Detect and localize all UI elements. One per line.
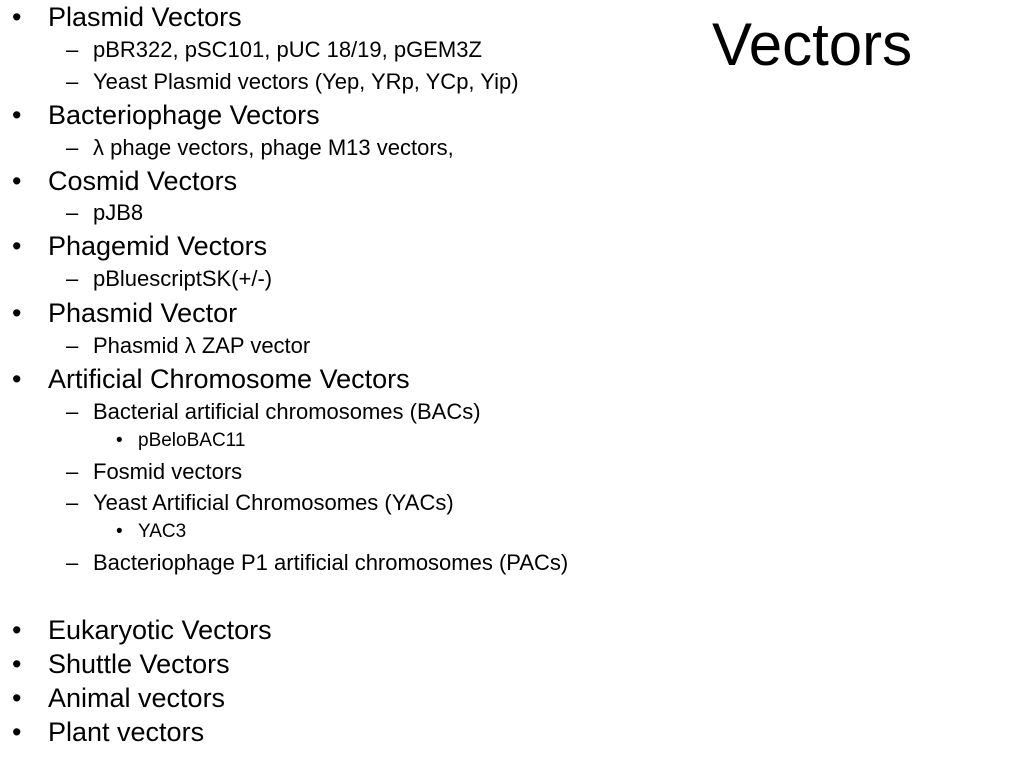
- bullet-text: Animal vectors: [48, 683, 226, 713]
- bullet-marker: •: [12, 649, 22, 679]
- bullet-item: [12, 165, 238, 197]
- sub-bullet-text: Bacterial artificial chromosomes (BACs): [93, 399, 481, 424]
- sub-bullet-item: [66, 200, 144, 226]
- dash-marker: –: [66, 333, 79, 358]
- sub-bullet-text: Yeast Artificial Chromosomes (YACs): [93, 490, 454, 515]
- bullet-item: [12, 230, 268, 262]
- bullet-text: Bacteriophage Vectors: [48, 100, 320, 130]
- sub-bullet-text: Fosmid vectors: [93, 459, 243, 484]
- sub-bullet-item: [66, 399, 481, 425]
- bullet-text: Eukaryotic Vectors: [48, 615, 272, 645]
- sub-bullet-item: [66, 69, 519, 95]
- bullet-marker: •: [12, 298, 22, 328]
- small-bullet-marker: •: [116, 521, 123, 542]
- sub-sub-bullet-item: [116, 521, 187, 543]
- bullet-text: Plasmid Vectors: [48, 2, 242, 32]
- sub-bullet-item: [66, 333, 311, 359]
- sub-sub-bullet-text: pBeloBAC11: [138, 430, 246, 451]
- dash-marker: –: [66, 37, 79, 62]
- bullet-item: [12, 99, 320, 131]
- bullet-item: [12, 648, 230, 680]
- sub-bullet-item: [66, 459, 243, 485]
- dash-marker: –: [66, 200, 79, 225]
- sub-sub-bullet-text: YAC3: [138, 521, 187, 542]
- bullet-item: [12, 614, 272, 646]
- bullet-text: Phagemid Vectors: [48, 231, 268, 261]
- bullet-marker: •: [12, 166, 22, 196]
- dash-marker: –: [66, 459, 79, 484]
- bullet-marker: •: [12, 683, 22, 713]
- bullet-text: Artificial Chromosome Vectors: [48, 364, 410, 394]
- bullet-item: [12, 716, 205, 748]
- dash-marker: –: [66, 135, 79, 160]
- sub-bullet-item: [66, 135, 454, 161]
- sub-bullet-text: pJB8: [93, 200, 144, 225]
- sub-bullet-item: [66, 490, 454, 516]
- bullet-text: Cosmid Vectors: [48, 166, 238, 196]
- dash-marker: –: [66, 69, 79, 94]
- dash-marker: –: [66, 490, 79, 515]
- bullet-text: Plant vectors: [48, 717, 205, 747]
- bullet-marker: •: [12, 2, 22, 32]
- dash-marker: –: [66, 266, 79, 291]
- sub-bullet-text: Yeast Plasmid vectors (Yep, YRp, YCp, Yip): [93, 69, 519, 94]
- bullet-item: [12, 363, 410, 395]
- bullet-marker: •: [12, 364, 22, 394]
- bullet-marker: •: [12, 100, 22, 130]
- sub-bullet-text: Phasmid λ ZAP vector: [93, 333, 311, 358]
- slide-title: Vectors: [712, 11, 913, 78]
- sub-bullet-text: λ phage vectors, phage M13 vectors,: [93, 135, 454, 160]
- dash-marker: –: [66, 399, 79, 424]
- bullet-marker: •: [12, 231, 22, 261]
- bullet-marker: •: [12, 615, 22, 645]
- sub-bullet-item: [66, 550, 569, 576]
- sub-bullet-item: [66, 37, 482, 63]
- sub-bullet-text: Bacteriophage P1 artificial chromosomes (PACs): [93, 550, 569, 575]
- dash-marker: –: [66, 550, 79, 575]
- small-bullet-marker: •: [116, 430, 123, 451]
- bullet-item: [12, 682, 226, 714]
- sub-sub-bullet-item: [116, 430, 246, 452]
- bullet-item: [12, 297, 238, 329]
- bullet-text: Shuttle Vectors: [48, 649, 230, 679]
- bullet-item: [12, 1, 242, 33]
- bullet-marker: •: [12, 717, 22, 747]
- sub-bullet-item: [66, 266, 273, 292]
- bullet-text: Phasmid Vector: [48, 298, 238, 328]
- sub-bullet-text: pBluescriptSK(+/-): [93, 266, 273, 291]
- sub-bullet-text: pBR322, pSC101, pUC 18/19, pGEM3Z: [93, 37, 482, 62]
